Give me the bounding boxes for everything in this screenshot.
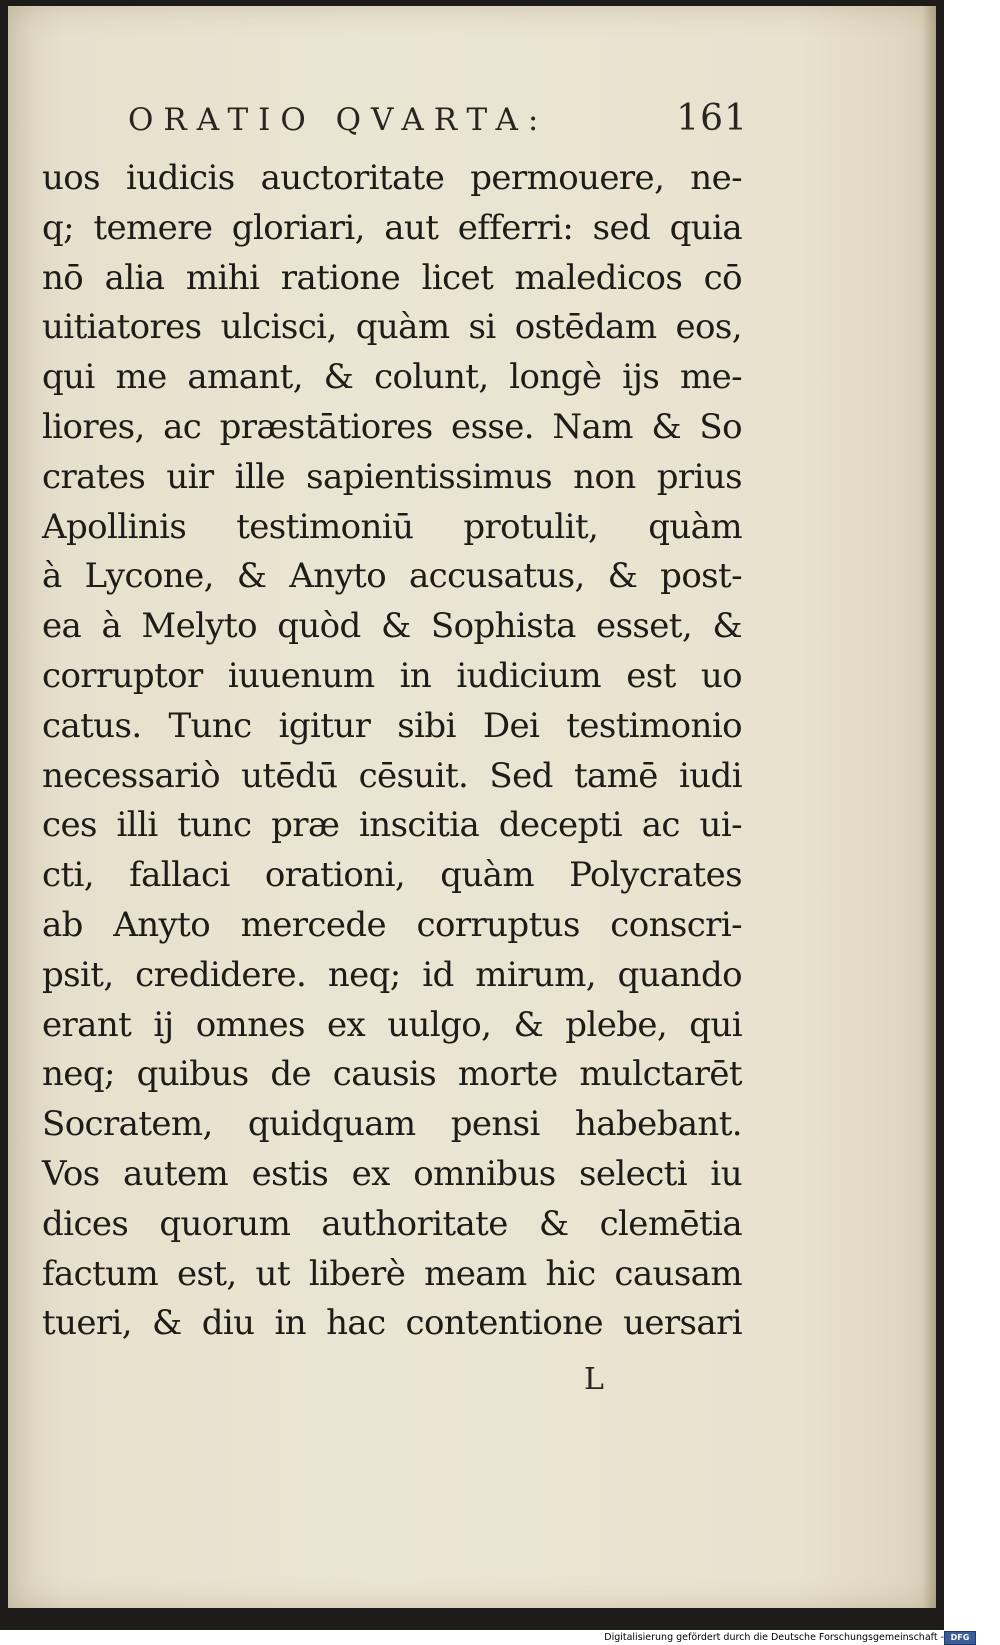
text-line: à Lycone, & Anyto accusatus, & post-	[42, 556, 742, 597]
text-line: Vos autem estis ex omnibus selecti iu	[42, 1153, 742, 1194]
signature-mark: L	[584, 1362, 604, 1397]
text-line: neq; quibus de causis morte mulctarēt	[42, 1054, 742, 1095]
text-line: qui me amant, & colunt, longè ijs me-	[42, 357, 742, 398]
page-edge	[922, 6, 936, 1608]
text-line: erant ij omnes ex uulgo, & plebe, qui	[42, 1004, 742, 1045]
text-line: nō alia mihi ratione licet maledicos cō	[42, 257, 742, 298]
text-line: Apollinis testimoniū protulit, quàm	[42, 506, 742, 547]
footer-credit: Digitalisierung gefördert durch die Deutsche Forschungsgemeinschaft -	[604, 1632, 944, 1643]
text-line: psit, credidere. neq; id mirum, quando	[42, 954, 742, 995]
text-line: corruptor iuuenum in iudicium est uo	[42, 655, 742, 696]
dfg-logo: DFG	[944, 1631, 976, 1645]
text-line: necessariò utēdū cēsuit. Sed tamē iudi	[42, 755, 742, 796]
text-line: tueri, & diu in hac contentione uersari	[42, 1303, 742, 1344]
book-page	[8, 6, 936, 1608]
text-line: crates uir ille sapientissimus non prius	[42, 456, 742, 497]
text-line: ab Anyto mercede corruptus conscri-	[42, 904, 742, 945]
text-line: q; temere gloriari, aut efferri: sed quia	[42, 207, 742, 248]
text-line: factum est, ut liberè meam hic causam	[42, 1253, 742, 1294]
page-number: 161	[676, 98, 748, 139]
text-line: ea à Melyto quòd & Sophista esset, &	[42, 606, 742, 647]
text-line: uos iudicis auctoritate permouere, ne-	[42, 158, 742, 198]
text-line: Socratem, quidquam pensi habebant.	[42, 1104, 742, 1145]
text-line: cti, fallaci orationi, quàm Polycrates	[42, 855, 742, 896]
text-line: dices quorum authoritate & clemētia	[42, 1203, 742, 1244]
text-line: ces illi tunc præ inscitia decepti ac ui-	[42, 805, 742, 846]
text-line: liores, ac præstātiores esse. Nam & So	[42, 406, 742, 447]
body-text	[42, 154, 742, 1349]
running-head	[128, 98, 748, 148]
text-line: uitiatores ulcisci, quàm si ostēdam eos,	[42, 307, 742, 348]
text-line: catus. Tunc igitur sibi Dei testimonio	[42, 705, 742, 746]
running-title: ORATIO QVARTA:	[128, 102, 549, 138]
